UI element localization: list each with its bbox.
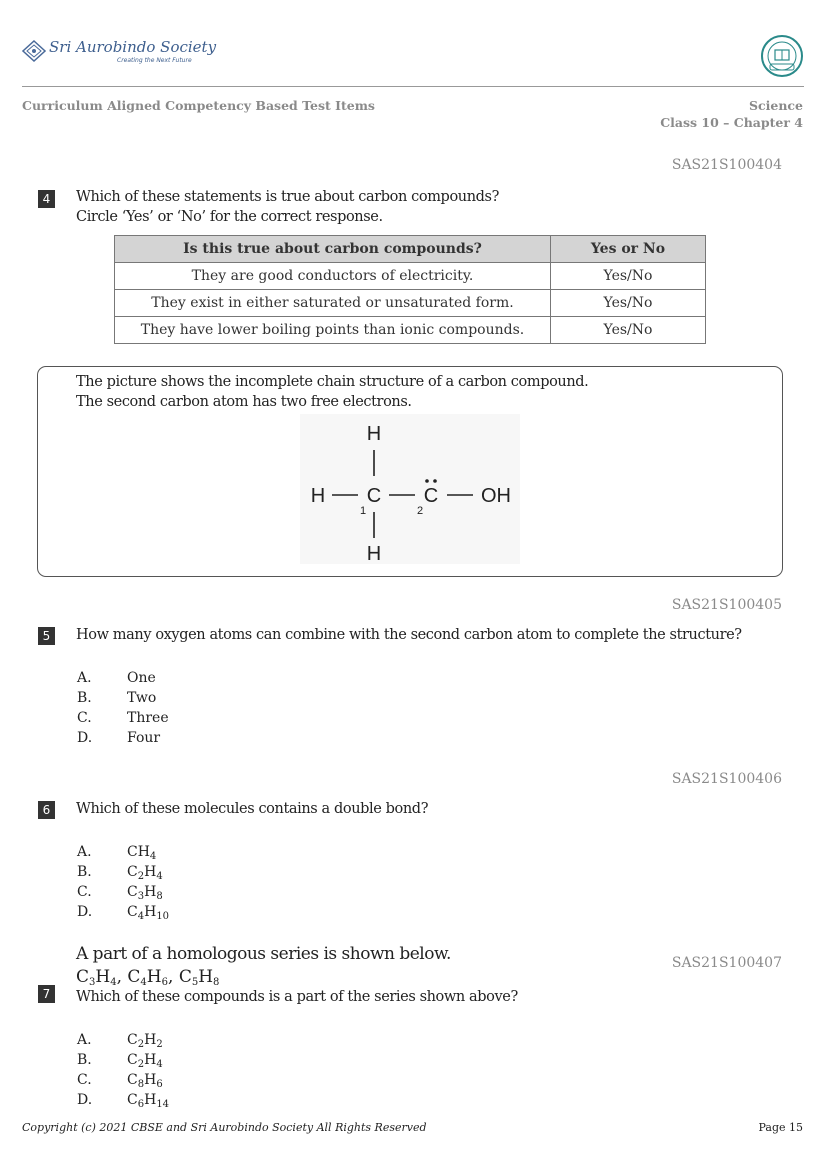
- table-row: [115, 263, 706, 290]
- item-code: SAS21S100404: [671, 157, 782, 173]
- answer-option[interactable]: [77, 861, 377, 881]
- stimulus-text: The second carbon atom has two free electrons.: [76, 394, 412, 410]
- atom-label-2: 2: [416, 505, 424, 517]
- answer-option[interactable]: [77, 687, 377, 707]
- option-text: Three: [127, 710, 169, 726]
- option-text: One: [127, 670, 156, 686]
- answer-option[interactable]: [77, 1049, 377, 1069]
- header-subject: Science: [749, 98, 803, 113]
- table-header-cell: Is this true about carbon compounds?: [115, 236, 551, 263]
- chain-structure-diagram: [300, 414, 520, 564]
- option-letter: D.: [77, 730, 93, 746]
- atom-h-bottom: H: [366, 543, 382, 564]
- question-intro: A part of a homologous series is shown below.: [76, 944, 451, 964]
- atom-h-left: H: [310, 485, 326, 507]
- option-text: Two: [127, 690, 157, 706]
- atom-c2: C: [423, 485, 439, 507]
- option-letter: C.: [77, 710, 92, 726]
- question-text: How many oxygen atoms can combine with the second carbon atom to complete the structure?: [76, 627, 742, 643]
- question-text: Which of these molecules contains a double bond?: [76, 801, 429, 817]
- header-class-chapter: Class 10 – Chapter 4: [660, 115, 803, 130]
- answer-option[interactable]: [77, 727, 377, 747]
- stimulus-text: The picture shows the incomplete chain structure of a carbon compound.: [76, 374, 589, 390]
- footer-page-number: Page 15: [758, 1121, 803, 1134]
- option-letter: D.: [77, 1092, 93, 1108]
- yes-no-table: [114, 235, 706, 344]
- free-electron-dot: [425, 479, 429, 483]
- option-letter: A.: [77, 1032, 92, 1048]
- answer-option[interactable]: [77, 901, 377, 921]
- answer-option[interactable]: [77, 707, 377, 727]
- table-row: [115, 317, 706, 344]
- option-formula: $C_2H_4$: [127, 864, 163, 882]
- table-row: [115, 290, 706, 317]
- atom-label-1: 1: [359, 505, 367, 517]
- table-cell: They exist in either saturated or unsaturated form.: [115, 290, 551, 317]
- footer-copyright: Copyright (c) 2021 CBSE and Sri Aurobindo Society All Rights Reserved: [22, 1121, 427, 1134]
- question-instruction: Circle ‘Yes’ or ‘No’ for the correct response.: [76, 209, 383, 225]
- table-header-row: [115, 236, 706, 263]
- answer-options: [77, 841, 377, 921]
- table-header-cell: Yes or No: [551, 236, 706, 263]
- answer-option[interactable]: [77, 1069, 377, 1089]
- item-code: SAS21S100407: [671, 955, 782, 971]
- answer-option[interactable]: [77, 1089, 377, 1109]
- answer-options: [77, 667, 377, 747]
- question-number: 5: [38, 627, 55, 645]
- table-cell: They are good conductors of electricity.: [115, 263, 551, 290]
- answer-option[interactable]: [77, 841, 377, 861]
- header-rule: [22, 86, 804, 87]
- option-formula: $CH_4$: [127, 844, 157, 862]
- question-number: 7: [38, 985, 55, 1003]
- yes-no-choice[interactable]: Yes/No: [551, 290, 706, 317]
- table-cell: They have lower boiling points than ionic compounds.: [115, 317, 551, 344]
- option-letter: B.: [77, 1052, 92, 1068]
- option-text: Four: [127, 730, 161, 746]
- question-text: Which of these compounds is a part of the series shown above?: [76, 989, 518, 1005]
- sas-logo: [22, 38, 217, 68]
- option-letter: B.: [77, 690, 92, 706]
- cbse-emblem-icon: [760, 34, 804, 78]
- item-code: SAS21S100406: [671, 771, 782, 787]
- yes-no-choice[interactable]: Yes/No: [551, 317, 706, 344]
- homologous-series: $C_3H_4$, $C_4H_6$, $C_5H_8$: [76, 967, 220, 988]
- question-text: Which of these statements is true about carbon compounds?: [76, 189, 499, 205]
- sas-logo-tagline: Creating the Next Future: [117, 57, 192, 64]
- atom-c1: C: [366, 485, 382, 507]
- answer-option[interactable]: [77, 1029, 377, 1049]
- option-letter: C.: [77, 884, 92, 900]
- option-formula: $C_3H_8$: [127, 884, 163, 902]
- option-letter: A.: [77, 844, 92, 860]
- option-letter: D.: [77, 904, 93, 920]
- option-formula: $C_6H_{14}$: [127, 1092, 170, 1110]
- atom-h-top: H: [366, 423, 382, 445]
- option-letter: A.: [77, 670, 92, 686]
- option-formula: $C_8H_6$: [127, 1072, 163, 1090]
- option-letter: C.: [77, 1072, 92, 1088]
- header-curriculum-title: Curriculum Aligned Competency Based Test Items: [22, 98, 375, 113]
- free-electron-dot: [433, 479, 437, 483]
- option-formula: $C_2H_4$: [127, 1052, 163, 1070]
- yes-no-choice[interactable]: Yes/No: [551, 263, 706, 290]
- sas-logo-text: Sri Aurobindo Society: [49, 38, 217, 56]
- question-number: 4: [38, 190, 55, 208]
- answer-options: [77, 1029, 377, 1109]
- answer-option[interactable]: [77, 881, 377, 901]
- item-code: SAS21S100405: [671, 597, 782, 613]
- question-number: 6: [38, 801, 55, 819]
- atom-oh: OH: [481, 485, 511, 507]
- option-formula: $C_4H_{10}$: [127, 904, 170, 922]
- option-letter: B.: [77, 864, 92, 880]
- answer-option[interactable]: [77, 667, 377, 687]
- sas-logo-icon: [22, 40, 46, 62]
- option-formula: $C_2H_2$: [127, 1032, 163, 1050]
